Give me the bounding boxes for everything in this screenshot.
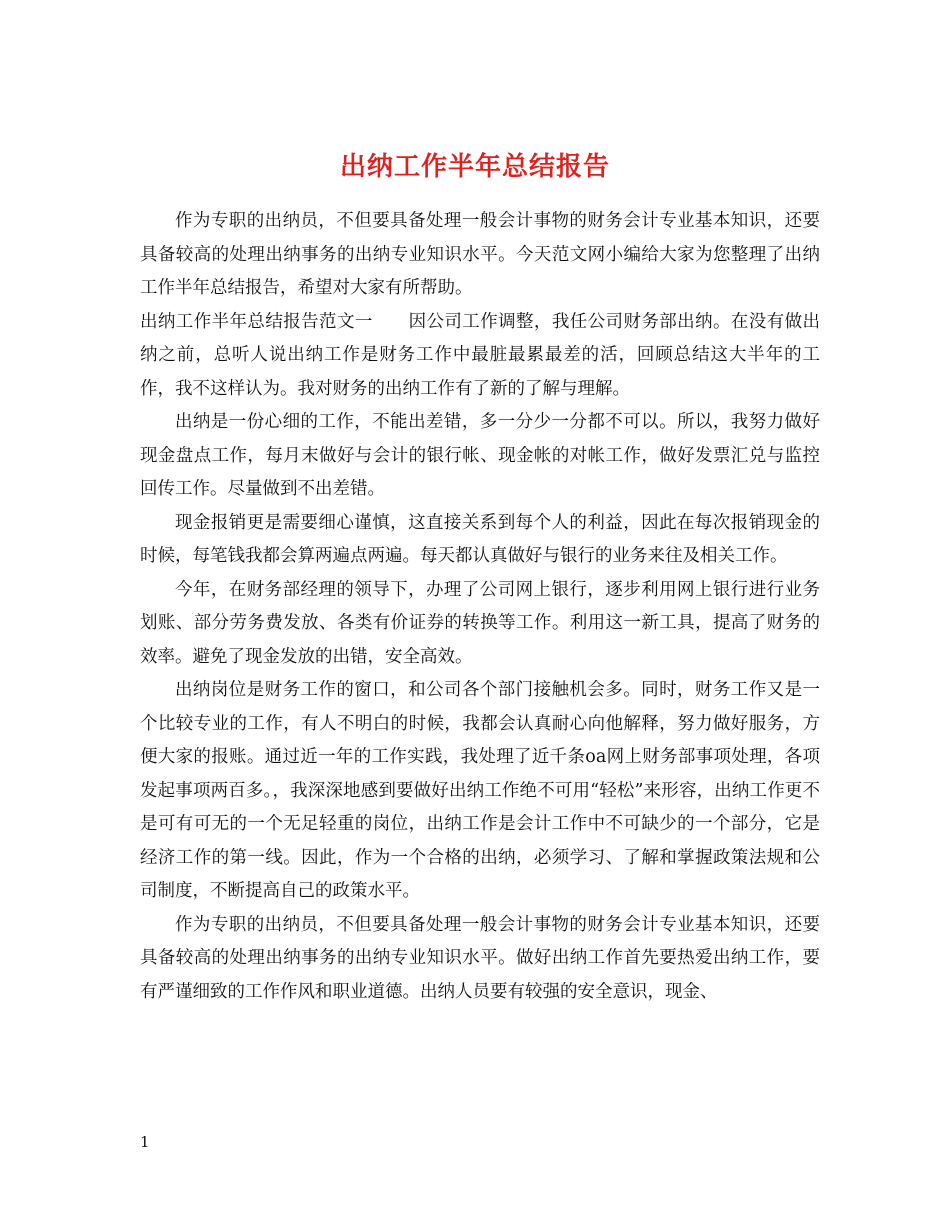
paragraph-2: 出纳工作半年总结报告范文一 因公司工作调整，我任公司财务部出纳。在没有做出纳之前，总听人说出纳工作是财务工作中最脏最累最差的活，回顾总结这大半年的工作，我不这样认为。我对财务的出纳工作有了新的了解与理解。: [140, 311, 820, 399]
paragraph-5: 今年，在财务部经理的领导下，办理了公司网上银行，逐步利用网上银行进行业务划账、部分劳务费发放、各类有价证券的转换等工作。利用这一新工具，提高了财务的效率。避免了现金发放的出错，安全高效。: [140, 579, 820, 667]
paragraph-4: 现金报销更是需要细心谨慎，这直接关系到每个人的利益，因此在每次报销现金的时候，每笔钱我都会算两遍点两遍。每天都认真做好与银行的业务来往及相关工作。: [140, 512, 820, 566]
document-title: 出纳工作半年总结报告: [339, 152, 610, 183]
paragraph-3: 出纳是一份心细的工作，不能出差错，多一分少一分都不可以。所以，我努力做好现金盘点工作，每月末做好与会计的银行帐、现金帐的对帐工作，做好发票汇兑与监控回传工作。尽量做到不出差错。: [140, 412, 820, 499]
page-number: 1: [140, 1133, 150, 1151]
paragraph-6: 出纳岗位是财务工作的窗口，和公司各个部门接触机会多。同时，财务工作又是一个比较专业的工作，有人不明白的时候，我都会认真耐心向他解释，努力做好服务，方便大家的报账。通过近一年的工作实践，我处理了近千条oa网上财务部事项处理，各项发起事项两百多。，我深深地感到要做好出纳工作绝不可用“轻松”来形容，出纳工作更不是可有可无的一个无足轻重的岗位，出纳工作是会计工作中不可缺少的一个部分，它是经济工作的第一线。因此，作为一个合格的出纳，必须学习、了解和掌握政策法规和公司制度，不断提高自己的政策水平。: [140, 680, 820, 901]
document-body: [140, 205, 820, 1009]
paragraph-1: 作为专职的出纳员，不但要具备处理一般会计事物的财务会计专业基本知识，还要具备较高的处理出纳事务的出纳专业知识水平。今天范文网小编给大家为您整理了出纳工作半年总结报告，希望对大家有所帮助。: [140, 211, 820, 298]
paragraph-7: 作为专职的出纳员，不但要具备处理一般会计事物的财务会计专业基本知识，还要具备较高的处理出纳事务的出纳专业知识水平。做好出纳工作首先要热爱出纳工作，要有严谨细致的工作作风和职业道德。出纳人员要有较强的安全意识，现金、: [140, 914, 820, 1002]
